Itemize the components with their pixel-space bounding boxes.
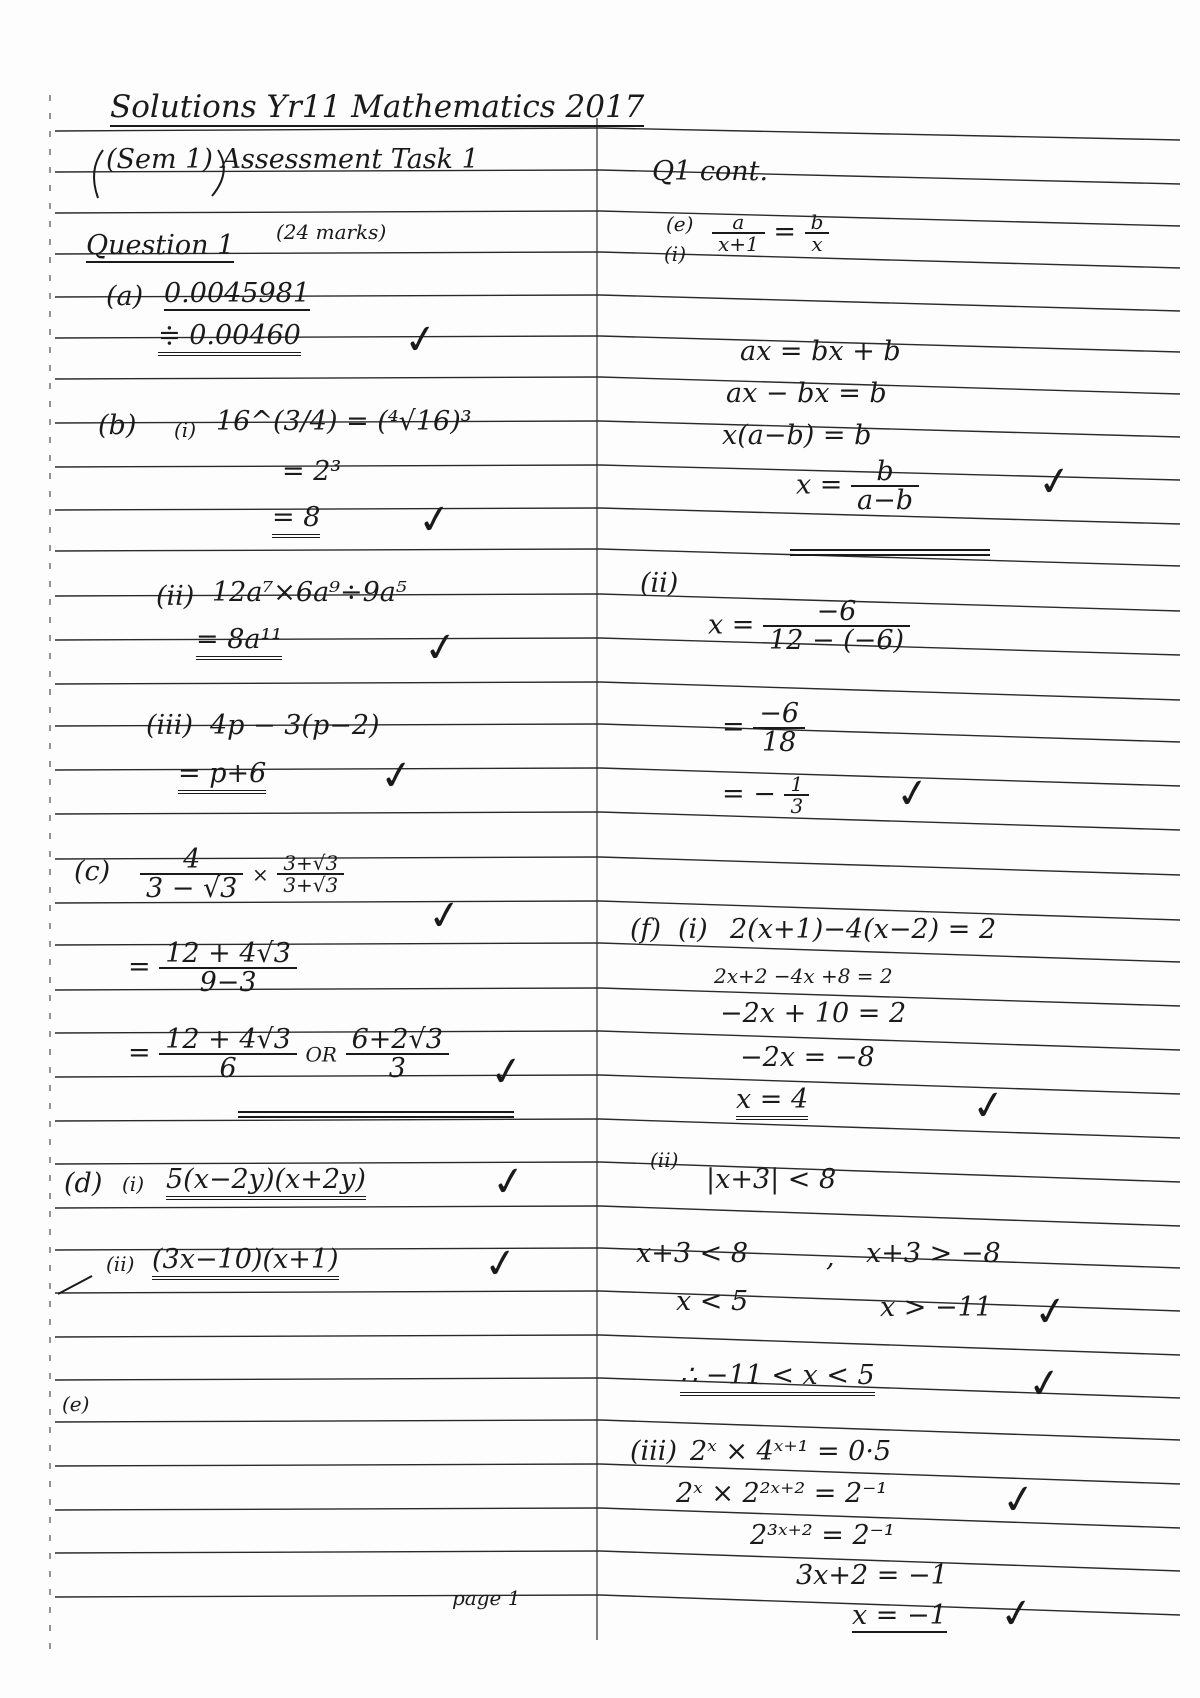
- part-b-iii-label: (iii): [146, 710, 193, 741]
- part-f-iii-step-1: 2ˣ × 2²ˣ⁺² = 2⁻¹: [676, 1478, 888, 1509]
- tick-mark: ✓: [1034, 456, 1075, 508]
- part-f-i-step-2: −2x + 10 = 2: [720, 998, 907, 1029]
- double-underline: [238, 1110, 514, 1120]
- part-c-answer: = $\frac{12 + 4√3}{6}$ OR $\frac{6+2√3}{3}$: [128, 1026, 449, 1082]
- part-b-ii-expression: 12a⁷×6a⁹÷9a⁵: [212, 577, 407, 608]
- tick-mark: ✓: [420, 622, 461, 674]
- part-c-step: = $\frac{12 + 4√3}{9-3}$: [128, 940, 297, 996]
- part-b-label: (b): [98, 410, 137, 441]
- part-e-i-step-2: ax − bx = b: [726, 378, 887, 409]
- fraction: $\frac{12 + 4√3}{9-3}$: [159, 940, 297, 996]
- tick-mark: ✓: [488, 1156, 529, 1208]
- part-e-i-answer: x = $\frac{b}{a-b}$: [796, 458, 919, 514]
- assessment-label: (Sem 1) Assessment Task 1: [106, 144, 479, 175]
- tick-mark: ✓: [414, 494, 455, 546]
- part-f-ii-result-1: x < 5: [676, 1286, 749, 1317]
- part-e-ii-label: (ii): [640, 568, 679, 599]
- part-f-i-label: (i): [678, 914, 708, 945]
- fraction: $\frac{4}{3 - √3}$: [140, 846, 243, 902]
- part-f-i-answer: x = 4: [736, 1086, 808, 1120]
- part-a-value: 0.0045981: [164, 278, 311, 309]
- part-f-ii-answer: ∴ −11 < x < 5: [680, 1362, 875, 1396]
- part-d-i-label: (i): [122, 1172, 145, 1196]
- part-f-i-step-1: 2x+2 −4x +8 = 2: [714, 964, 893, 988]
- part-d-ii-label: (ii): [106, 1252, 135, 1276]
- part-b-ii-label: (ii): [156, 581, 195, 612]
- fraction: $\frac{-6}{18}$: [753, 700, 805, 756]
- part-c-label: (c): [74, 856, 111, 887]
- part-e-i-step-3: x(a−b) = b: [722, 420, 872, 451]
- part-f-ii-comma: ,: [826, 1242, 835, 1273]
- part-d-i-answer: 5(x−2y)(x+2y): [166, 1166, 366, 1200]
- part-b-ii-answer: = 8a¹¹: [196, 626, 282, 660]
- part-f-ii-case-2: x+3 > −8: [866, 1238, 1001, 1269]
- tick-mark: ✓: [998, 1474, 1039, 1526]
- tick-mark: ✓: [1024, 1358, 1065, 1410]
- question-heading: Question 1: [86, 230, 235, 261]
- crossed-out-part-label: (e): [62, 1392, 90, 1416]
- document-title: Solutions Yr11 Mathematics 2017: [110, 89, 645, 125]
- part-f-ii-case-1: x+3 < 8: [636, 1238, 748, 1269]
- part-f-iii-answer: x = −1: [852, 1600, 947, 1631]
- page-number: page 1: [452, 1586, 521, 1610]
- part-f-iii-step-3: 3x+2 = −1: [796, 1560, 948, 1591]
- tick-mark: ✓: [486, 1046, 527, 1098]
- part-f-iii-expression: 2ˣ × 4ˣ⁺¹ = 0·5: [690, 1436, 892, 1467]
- part-e-label: (e): [666, 212, 694, 236]
- part-b-iii-answer: = p+6: [178, 760, 266, 794]
- fraction: $\frac{12 + 4√3}{6}$: [159, 1026, 297, 1082]
- part-d-label: (d): [64, 1168, 103, 1199]
- part-d-ii-answer: (3x−10)(x+1): [152, 1246, 339, 1280]
- part-f-ii-expression: |x+3| < 8: [706, 1164, 837, 1195]
- fraction: $\frac{3+√3}{3+√3}$: [277, 853, 344, 895]
- part-e-ii-step: = $\frac{-6}{18}$: [722, 700, 805, 756]
- part-a-label: (a): [106, 281, 144, 312]
- part-f-ii-result-2: x > −11: [880, 1292, 992, 1323]
- part-e-ii-substitution: x = $\frac{-6}{12 - (-6)}$: [708, 598, 910, 654]
- part-f-ii-label: (ii): [650, 1148, 679, 1172]
- double-underline: [790, 548, 990, 558]
- part-f-i-step-3: −2x = −8: [740, 1042, 875, 1073]
- part-c-expression: $\frac{4}{3 - √3}$ × $\frac{3+√3}{3+√3}$: [140, 846, 344, 902]
- tick-mark: ✓: [480, 1238, 521, 1290]
- fraction: $\frac{1}{3}$: [784, 774, 809, 816]
- tick-mark: ✓: [968, 1080, 1009, 1132]
- part-f-label: (f): [630, 914, 662, 945]
- part-e-i-equation: $\frac{a}{x+1}$ = $\frac{b}{x}$: [712, 212, 829, 254]
- question-marks: (24 marks): [276, 220, 387, 244]
- part-b-iii-expression: 4p − 3(p−2): [210, 710, 380, 741]
- part-b-i-expression: 16^(3/4) = (⁴√16)³: [216, 406, 472, 437]
- tick-mark: ✓: [892, 768, 933, 820]
- fraction: $\frac{a}{x+1}$: [712, 212, 765, 254]
- tick-mark: ✓: [424, 890, 465, 942]
- part-b-i-step: = 2³: [282, 456, 342, 487]
- tick-mark: ✓: [1030, 1286, 1071, 1338]
- part-b-i-answer: = 8: [272, 504, 320, 538]
- tick-mark: ✓: [376, 750, 417, 802]
- part-e-ii-answer: = − $\frac{1}{3}$: [722, 774, 809, 816]
- tick-mark: ✓: [996, 1588, 1037, 1640]
- fraction: $\frac{b}{x}$: [805, 212, 830, 254]
- part-e-i-label: (i): [664, 242, 687, 266]
- continuation-label: Q1 cont.: [652, 156, 769, 187]
- part-f-i-expression: 2(x+1)−4(x−2) = 2: [730, 914, 997, 945]
- part-e-i-step-1: ax = bx + b: [740, 336, 901, 367]
- fraction: $\frac{-6}{12 - (-6)}$: [763, 598, 910, 654]
- part-f-iii-label: (iii): [630, 1436, 677, 1467]
- fraction: $\frac{6+2√3}{3}$: [346, 1026, 449, 1082]
- tick-mark: ✓: [400, 314, 441, 366]
- part-a-answer: ≑ 0.00460: [158, 322, 301, 356]
- part-f-iii-step-2: 2³ˣ⁺² = 2⁻¹: [750, 1520, 895, 1551]
- part-b-i-label: (i): [174, 418, 197, 442]
- fraction: $\frac{b}{a-b}$: [851, 458, 919, 514]
